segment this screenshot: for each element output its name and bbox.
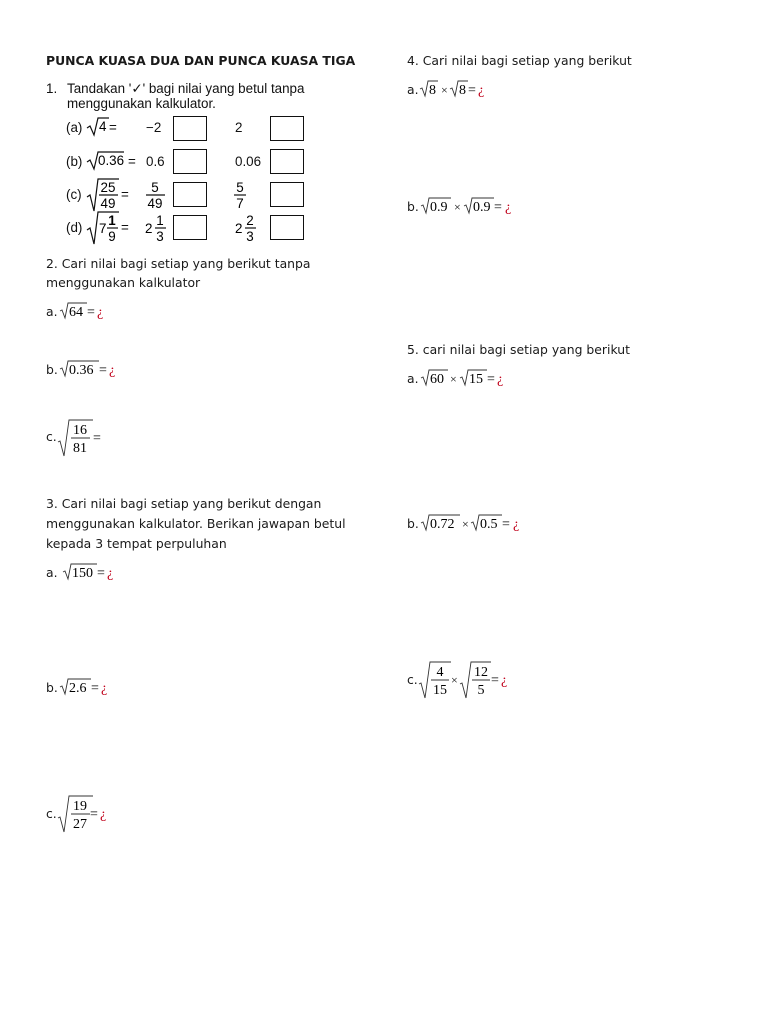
q5c-expression [418, 660, 528, 700]
q2b-label: b. [46, 362, 58, 377]
q5c-numerator1: 4 [436, 665, 444, 680]
q3b-expression [59, 677, 121, 699]
q1-row-d-option1-mixed [143, 211, 169, 245]
q1-row-d-radical [86, 210, 120, 246]
q4b-equals: = [494, 200, 502, 215]
q4b-placeholder: ¿ [505, 200, 512, 215]
q2c-numerator: 16 [73, 423, 87, 438]
q2b-placeholder: ¿ [109, 363, 116, 378]
q1-row-c-radical [86, 177, 120, 213]
q1-row-c-denominator: 49 [100, 196, 116, 211]
q1-row-c-option2-denominator: 7 [236, 196, 244, 211]
q1-row-b-label: (b) [66, 154, 83, 169]
q1-row-d-checkbox-option2[interactable] [270, 215, 304, 240]
q2c-denominator: 81 [73, 441, 87, 456]
q3b-equals: = [91, 681, 99, 696]
q4b-radicand2: 0.9 [473, 200, 491, 215]
q3c-equals: = [90, 807, 98, 822]
q2b-radicand: 0.36 [69, 363, 94, 378]
q5a-label: a. [407, 371, 419, 386]
worksheet-title: PUNCA KUASA DUA DAN PUNCA KUASA TIGA [46, 53, 356, 68]
q1-row-a-checkbox-option1[interactable] [173, 116, 207, 141]
q5a-radicand2: 15 [469, 372, 483, 387]
q5a-radicand1: 60 [430, 372, 444, 387]
q4a-times: × [441, 83, 448, 97]
q1-row-b-checkbox-option2[interactable] [270, 149, 304, 174]
q3c-numerator: 19 [73, 799, 87, 814]
q4a-radicand2: 8 [459, 83, 466, 98]
q1-row-c-equals: = [121, 187, 129, 202]
q1-row-a-checkbox-option2[interactable] [270, 116, 304, 141]
q2a-placeholder: ¿ [97, 305, 104, 320]
q1-row-d-label: (d) [66, 220, 83, 235]
q5b-placeholder: ¿ [513, 517, 520, 532]
q1-row-d-numerator: 1 [108, 213, 116, 228]
q3-instruction-line2: menggunakan kalkulator. Berikan jawapan betul [46, 516, 346, 531]
q2c-equals: = [93, 431, 101, 446]
q5a-expression [420, 368, 520, 390]
q1-row-c-option2-fraction [232, 178, 248, 212]
q1-row-c-checkbox-option1[interactable] [173, 182, 207, 207]
q1-row-c-option1-denominator: 49 [147, 196, 163, 211]
q3c-denominator: 27 [73, 817, 87, 832]
q1-row-b-option2: 0.06 [235, 154, 262, 169]
q4a-label: a. [407, 82, 419, 97]
q1-row-c-option1-numerator: 5 [151, 180, 159, 195]
q1-row-d-option1-denominator: 3 [156, 229, 164, 244]
q3c-expression [57, 794, 113, 834]
q3a-label: a. [46, 565, 58, 580]
q5-instruction: 5. cari nilai bagi setiap yang berikut [407, 342, 630, 357]
q2b-equals: = [99, 363, 107, 378]
q3b-radicand: 2.6 [69, 681, 87, 696]
q1-instruction-line1: Tandakan '✓' bagi nilai yang betul tanpa [67, 81, 305, 96]
q1-row-b-checkbox-option1[interactable] [173, 149, 207, 174]
q1-row-d-checkbox-option1[interactable] [173, 215, 207, 240]
q1-row-c-option2-numerator: 5 [236, 180, 244, 195]
q5a-placeholder: ¿ [497, 372, 504, 387]
q1-row-d-option2-mixed [233, 211, 259, 245]
q3a-expression [62, 562, 124, 584]
q3a-radicand: 150 [72, 566, 93, 581]
q5b-equals: = [502, 517, 510, 532]
q1-row-c-label: (c) [66, 187, 82, 202]
q1-row-a-radical [86, 116, 110, 138]
q5c-label: c. [407, 672, 418, 687]
q3a-placeholder: ¿ [107, 566, 114, 581]
q4b-label: b. [407, 199, 419, 214]
q1-row-c-numerator: 25 [100, 180, 116, 195]
q1-row-a-radicand: 4 [99, 119, 107, 134]
q2-instruction-line2: menggunakan kalkulator [46, 275, 201, 290]
q5b-times: × [462, 517, 469, 531]
q1-row-b-equals: = [128, 154, 136, 169]
q4a-radicand1: 8 [429, 83, 436, 98]
q1-row-c-option1-fraction [144, 178, 168, 212]
q1-row-d-whole: 7 [99, 221, 107, 236]
q2a-radicand: 64 [69, 305, 83, 320]
q1-row-b-radicand: 0.36 [98, 153, 125, 168]
q1-row-a-option1: −2 [146, 120, 162, 135]
q3b-placeholder: ¿ [101, 681, 108, 696]
q3a-equals: = [97, 566, 105, 581]
q1-row-a-equals: = [109, 120, 117, 135]
q1-row-d-option1-whole: 2 [145, 221, 153, 236]
q3c-placeholder: ¿ [100, 807, 107, 822]
q3c-label: c. [46, 806, 57, 821]
q2c-label: c. [46, 429, 57, 444]
q5c-equals: = [491, 673, 499, 688]
q5c-placeholder: ¿ [501, 673, 508, 688]
q4b-times: × [454, 200, 461, 214]
q2a-label: a. [46, 304, 58, 319]
q2-instruction-line1: 2. Cari nilai bagi setiap yang berikut tanpa [46, 256, 311, 271]
q1-row-a-label: (a) [66, 120, 83, 135]
q5c-times: × [451, 673, 458, 687]
q4a-equals: = [468, 83, 476, 98]
q1-number: 1. [46, 81, 58, 96]
q1-row-b-option1: 0.6 [146, 154, 165, 169]
q3-instruction-line1: 3. Cari nilai bagi setiap yang berikut dengan [46, 496, 322, 511]
q5b-label: b. [407, 516, 419, 531]
q2c-expression [57, 418, 107, 458]
q4a-placeholder: ¿ [478, 83, 485, 98]
q1-row-b-radical [86, 150, 126, 172]
q5a-equals: = [487, 372, 495, 387]
q1-row-c-checkbox-option2[interactable] [270, 182, 304, 207]
q3b-label: b. [46, 680, 58, 695]
q1-row-d-option2-numerator: 2 [246, 213, 254, 228]
q1-row-d-option2-whole: 2 [235, 221, 243, 236]
q1-row-d-equals: = [121, 220, 129, 235]
q4b-expression [420, 196, 530, 218]
q5a-times: × [450, 372, 457, 386]
q1-row-d-denominator: 9 [108, 229, 116, 244]
q1-instruction-line2: menggunakan kalkulator. [67, 96, 216, 111]
q5c-denominator2: 5 [477, 683, 485, 698]
q4a-expression [419, 79, 499, 101]
q4b-radicand1: 0.9 [430, 200, 448, 215]
q3-instruction-line3: kepada 3 tempat perpuluhan [46, 536, 227, 551]
q2a-equals: = [87, 305, 95, 320]
q1-row-d-option1-numerator: 1 [156, 213, 164, 228]
q5b-expression [420, 513, 530, 535]
q1-row-d-option2-denominator: 3 [246, 229, 254, 244]
q2a-expression [59, 301, 119, 323]
q5b-radicand1: 0.72 [430, 517, 455, 532]
q5c-denominator1: 15 [433, 683, 447, 698]
q5b-radicand2: 0.5 [480, 517, 498, 532]
q1-row-a-option2: 2 [235, 120, 243, 135]
q5c-numerator2: 12 [474, 665, 488, 680]
q2b-expression [59, 359, 129, 381]
q4-instruction: 4. Cari nilai bagi setiap yang berikut [407, 53, 632, 68]
